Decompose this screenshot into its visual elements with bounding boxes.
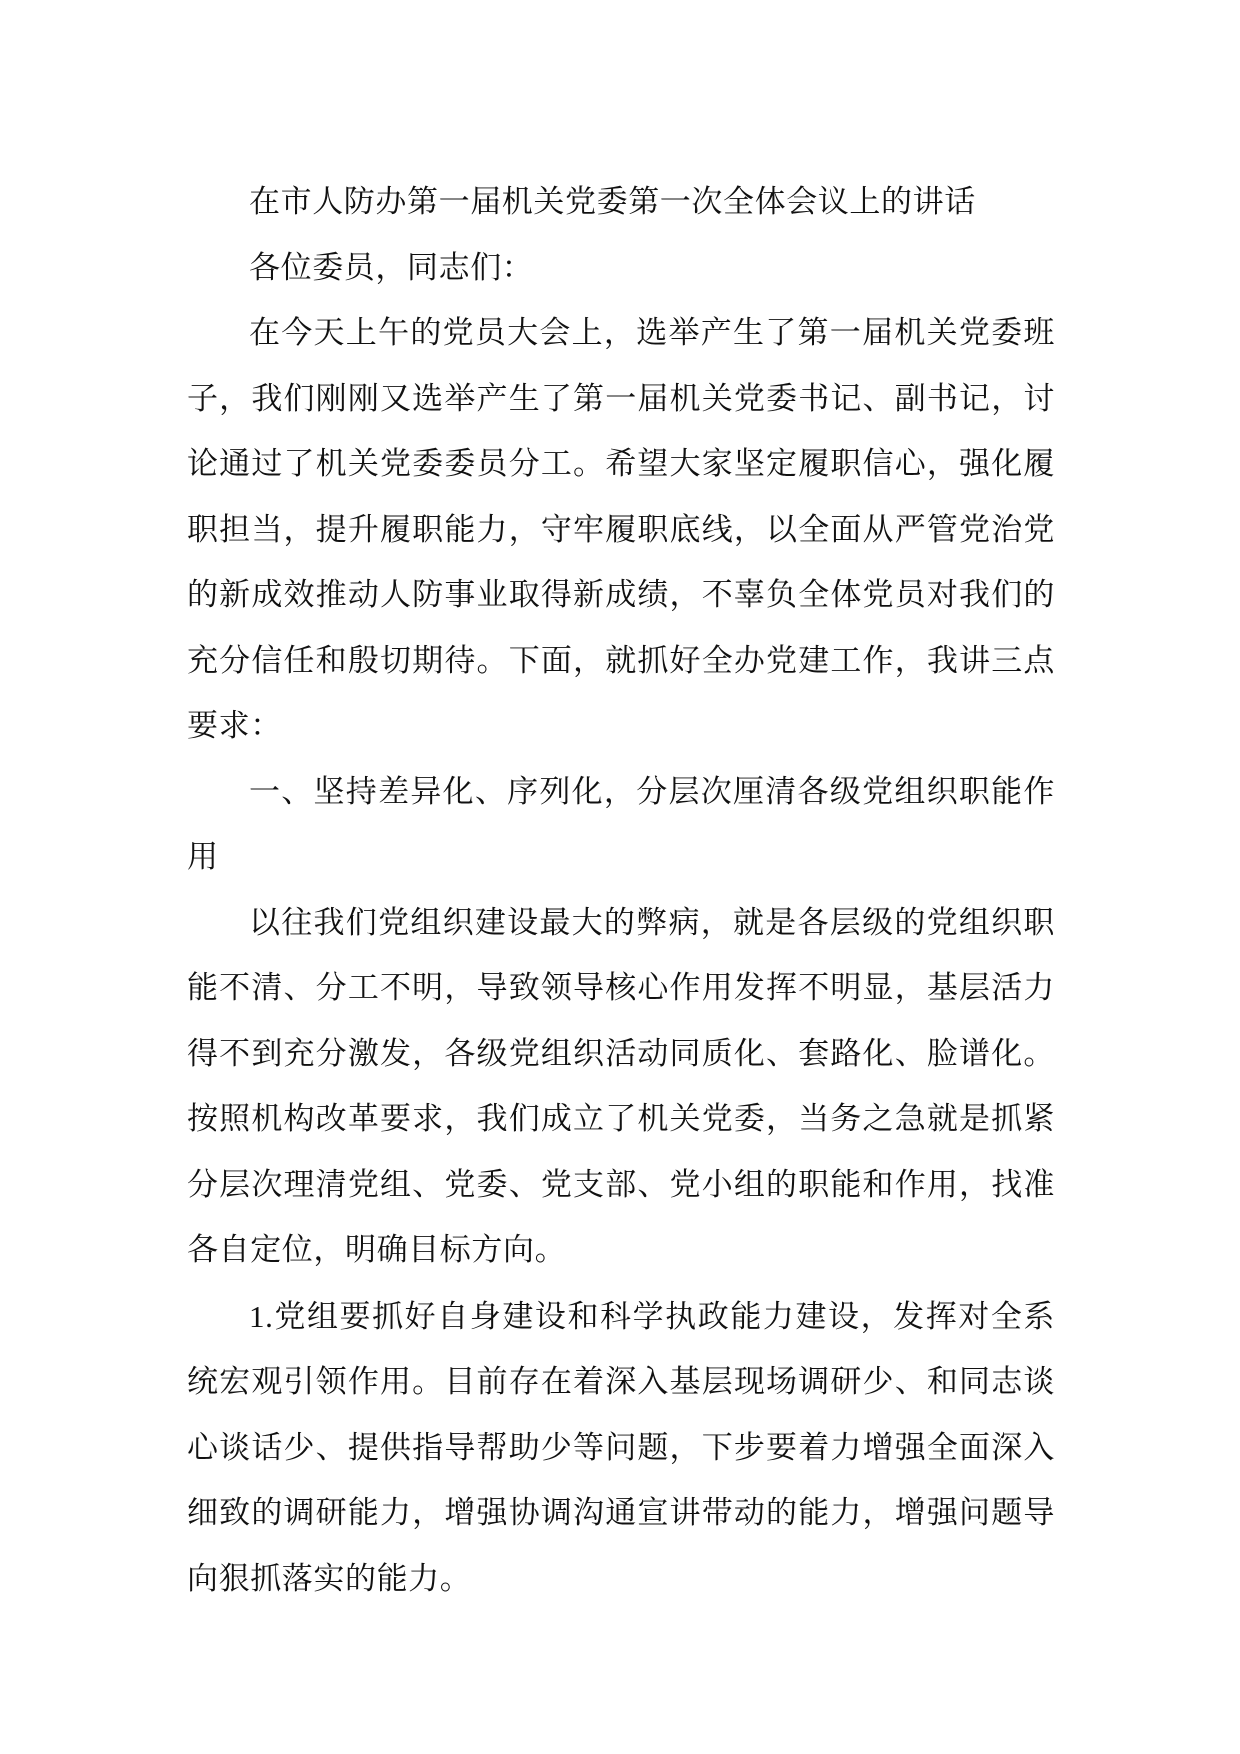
document-body <box>187 170 1055 1612</box>
list-item-one <box>187 1284 1055 1613</box>
document-title: 在市人防办第一届机关党委第一次全体会议上的讲话 <box>249 184 976 220</box>
paragraph-intro: 在今天上午的党员大会上，选举产生了第一届机关党委班子，我们刚刚又选举产生了第一届机关党委书记、副书记，讨论通过了机关党委委员分工。希望大家坚定履职信心，强化履职担当，提升履职能力，守牢履职底线，以全面从严管党治党的新成效推动人防事业取得新成绩，不辜负全体党员对我们的充分信任和殷切期待。下面，就抓好全办党建工作，我讲三点要求： <box>187 315 1055 744</box>
salutation: 各位委员，同志们： <box>249 249 534 286</box>
paragraph-section-one: 以往我们党组织建设最大的弊病，就是各层级的党组织职能不清、分工不明，导致领导核心作用发挥不明显，基层活力得不到充分激发，各级党组织活动同质化、套路化、脸谱化。按照机构改革要求，我们成立了机关党委，当务之急就是抓紧分层次理清党组、党委、党支部、党小组的职能和作用，找准各自定位，明确目标方向。 <box>187 904 1055 1268</box>
list-item-number: 1. <box>249 1298 274 1334</box>
list-item-text: 党组要抓好自身建设和科学执政能力建设，发挥对全系统宏观引领作用。目前存在着深入基层现场调研少、和同志谈心谈话少、提供指导帮助少等问题，下步要着力增强全面深入细致的调研能力，增强协调沟通宣讲带动的能力，增强问题导向狠抓落实的能力。 <box>187 1298 1055 1597</box>
section-heading-one: 一、坚持差异化、序列化，分层次厘清各级党组织职能作用 <box>187 773 1055 875</box>
